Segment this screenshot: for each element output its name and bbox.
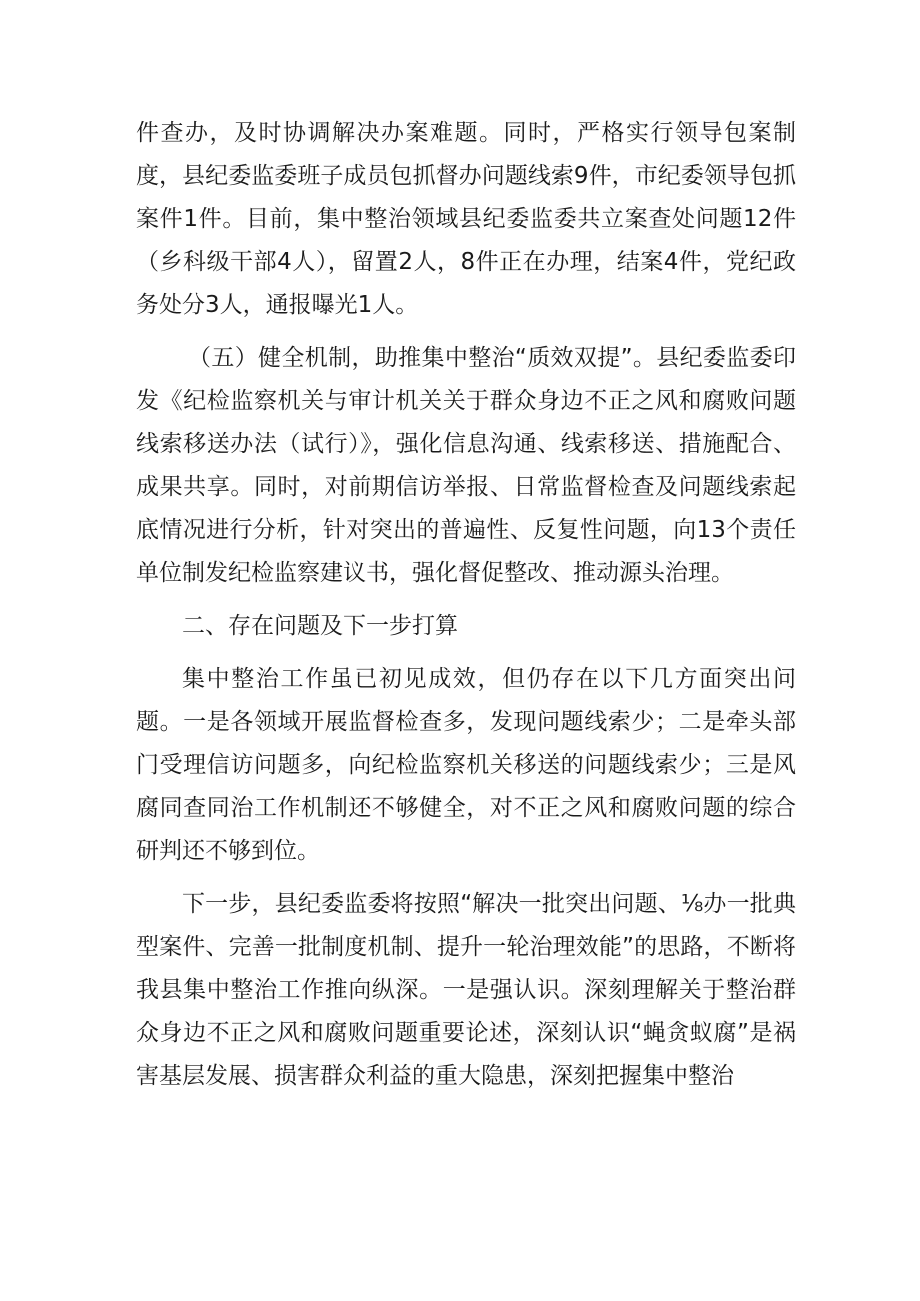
paragraph-mechanism: （五）健全机制，助推集中整治“质效双提”。县纪委监委印发《纪检监察机关与审计机关关于群众身边不正之风和腐败问题线索移送办法（试行）》，强化信息沟通、线索移送、措施配合、成果共享。同时，对前期信访举报、日常监督检查及问题线索起底情况进行分析，针对突出的普遍性、反复性问题，向13个责任单位制发纪检监察建议书，强化督促整改、推动源头治理。 [136, 345, 796, 586]
paragraph-problems: 集中整治工作虽已初见成效，但仍存在以下几方面突出问题。一是各领域开展监督检查多，发现问题线索少；二是牵头部门受理信访问题多，向纪检监察机关移送的问题线索少；三是风腐同查同治工作机制还不够健全，对不正之风和腐败问题的综合研判还不够到位。 [136, 666, 796, 864]
section-heading-problems: 二、存在问题及下一步打算 [182, 613, 458, 639]
paragraph-next-steps: 下一步，县纪委监委将按照“解决一批突出问题、⅛办一批典型案件、完善一批制度机制、提升一轮治理效能”的思路，不断将我县集中整治工作推向纵深。一是强认识。深刻理解关于整治群众身边不正之风和腐败问题重要论述，深刻认识“蝇贪蚁腐”是祸害基层发展、损害群众利益的重大隐患，深刻把握集中整治 [136, 891, 796, 1089]
paragraph-case-handling: 件查办，及时协调解决办案难题。同时，严格实行领导包案制度，县纪委监委班子成员包抓督办问题线索9件，市纪委领导包抓案件1件。目前，集中整治领域县纪委监委共立案查处问题12件（乡科级干部4人），留置2人，8件正在办理，结案4件，党纪政务处分3人，通报曝光1人。 [136, 120, 796, 318]
body-text [136, 112, 796, 1108]
